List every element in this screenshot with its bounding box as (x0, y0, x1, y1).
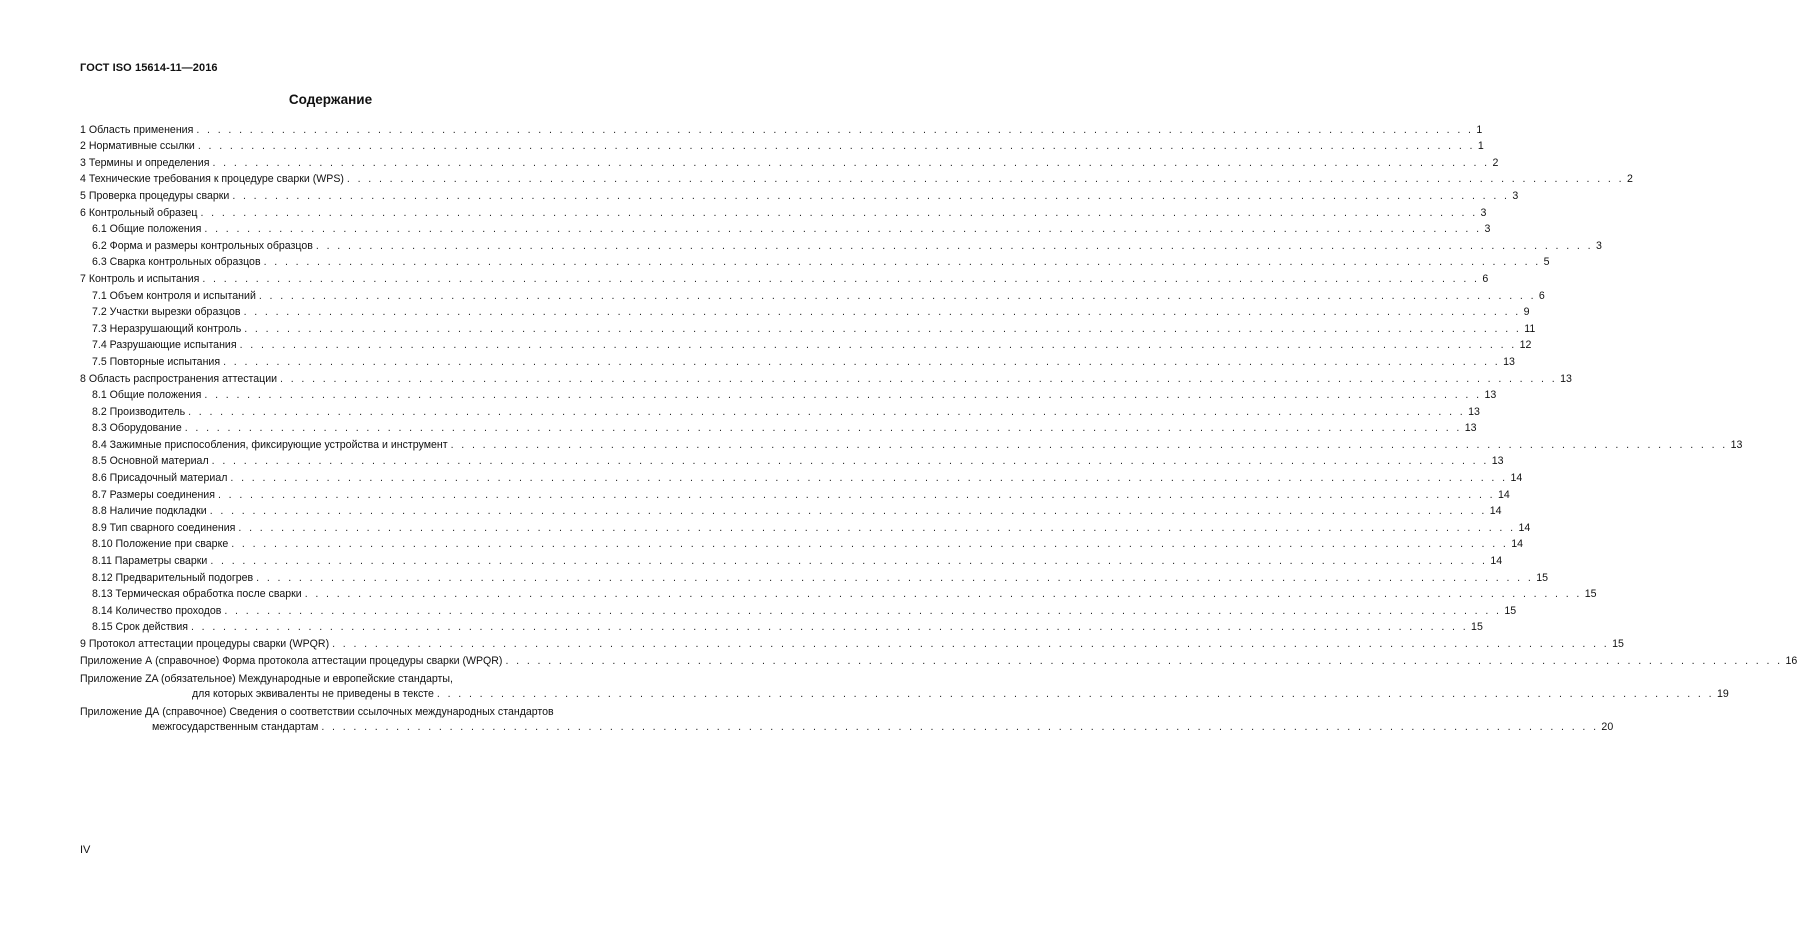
toc-entry[interactable] (80, 385, 1497, 402)
toc-entry-page: 1 (1477, 140, 1484, 153)
toc-leader-dots: . . . . . . . . . . . . . . . . . . . . . . . . . . . . . . . . . . . . . . . . . . . . . . . . . . . . . . . . . . . . . . . . . . . . . . . . . . . . . . . . . . . . . . . . . . . . . . . . . . . . . . . . . . . . . . . . . . . . . . . . (204, 389, 1482, 402)
toc-entry-label: 6.2 Форма и размеры контрольных образцов (92, 239, 313, 252)
toc-entry[interactable] (80, 318, 1536, 335)
toc-leader-dots: . . . . . . . . . . . . . . . . . . . . . . . . . . . . . . . . . . . . . . . . . . . . . . . . . . . . . . . . . . . . . . . . . . . . . . . . . . . . . . . . . . . . . . . . . . . . . . . . . . . . . . . . . . . . . . . . . . . . . . . . (211, 455, 1489, 468)
toc-entry[interactable] (80, 368, 1572, 385)
toc-title: Содержание (288, 92, 373, 107)
toc-entry[interactable] (80, 584, 1597, 601)
toc-leader-dots: . . . . . . . . . . . . . . . . . . . . . . . . . . . . . . . . . . . . . . . . . . . . . . . . . . . . . . . . . . . . . . . . . . . . . . . . . . . . . . . . . . . . . . . . . . . . . . . . . . . . . . . . . . . . . . . . . . . . . . . . (217, 488, 1495, 501)
toc-entry-label: 8.6 Присадочный материал (92, 472, 228, 485)
toc-leader-dots: . . . . . . . . . . . . . . . . . . . . . . . . . . . . . . . . . . . . . . . . . . . . . . . . . . . . . . . . . . . . . . . . . . . . . . . . . . . . . . . . . . . . . . . . . . . . . . . . . . . . . . . . . . . . . . . . . . . . . . . . (204, 223, 1482, 236)
toc-entry-label: 8.14 Количество проходов (92, 604, 222, 617)
toc-entry-page: 2 (1626, 173, 1633, 186)
toc-entry-page: 6 (1482, 272, 1489, 285)
toc-entry-label: 2 Нормативные ссылки (80, 140, 195, 153)
toc-entry[interactable] (80, 185, 1519, 202)
toc-entry-page: 14 (1518, 521, 1531, 534)
toc-entry-label: 8.7 Размеры соединения (92, 488, 215, 501)
toc-entry-page: 14 (1498, 488, 1510, 501)
toc-entry[interactable] (80, 484, 1510, 501)
toc-leader-dots: . . . . . . . . . . . . . . . . . . . . . . . . . . . . . . . . . . . . . . . . . . . . . . . . . . . . . . . . . . . . . . . . . . . . . . . . . . . . . . . . . . . . . . . . . . . . . . . . . . . . . . . . . . . . . . . . . . . . . . . . (184, 422, 1462, 435)
toc-entry-page: 5 (1543, 256, 1550, 269)
toc-entry[interactable] (80, 534, 1524, 551)
toc-entry-label: 8.5 Основной материал (92, 455, 209, 468)
toc-entry-page: 14 (1511, 538, 1524, 551)
toc-entry[interactable] (80, 418, 1477, 435)
toc-entry-label: 1 Область применения (80, 123, 194, 136)
toc-entry-page: 14 (1489, 505, 1502, 518)
toc-leader-dots: . . . . . . . . . . . . . . . . . . . . . . . . . . . . . . . . . . . . . . . . . . . . . . . . . . . . . . . . . . . . . . . . . . . . . . . . . . . . . . . . . . . . . . . . . . . . . . . . . . . . . . . . . . . . . . . . . . . . . . . . (212, 156, 1490, 169)
toc-entry[interactable] (80, 617, 1483, 634)
toc-entry-label: 8.9 Тип сварного соединения (92, 521, 236, 534)
toc-entry-label: 8.3 Оборудование (92, 422, 182, 435)
document-code: ГОСТ ISO 15614-11—2016 (80, 62, 218, 74)
toc-entry-label: 7 Контроль и испытания (80, 272, 200, 285)
toc-leader-dots: . . . . . . . . . . . . . . . . . . . . . . . . . . . . . . . . . . . . . . . . . . . . . . . . . . . . . . . . . . . . . . . . . . . . . . . . . . . . . . . . . . . . . . . . . . . . . . . . . . . . . . . . . . . . . . . . . . . . . . . . (191, 621, 1469, 634)
toc-leader-dots: . . . . . . . . . . . . . . . . . . . . . . . . . . . . . . . . . . . . . . . . . . . . . . . . . . . . . . . . . . . . . . . . . . . . . . . . . . . . . . . . . . . . . . . . . . . . . . . . . . . . . . . . . . . . . . . . . . . . . . . . (232, 189, 1510, 202)
toc-entry[interactable] (80, 136, 1484, 153)
toc-leader-dots: . . . . . . . . . . . . . . . . . . . . . . . . . . . . . . . . . . . . . . . . . . . . . . . . . . . . . . . . . . . . . . . . . . . . . . . . . . . . . . . . . . . . . . . . . . . . . . . . . . . . . . . . . . . . . . . . . . . . . . . . (197, 140, 1475, 153)
toc-entry-label: 3 Термины и определения (80, 156, 210, 169)
toc-leader-dots: . . . . . . . . . . . . . . . . . . . . . . . . . . . . . . . . . . . . . . . . . . . . . . . . . . . . . . . . . . . . . . . . . . . . . . . . . . . . . . . . . . . . . . . . . . . . . . . . . . . . . . . . . . . . . . . . . . . . . . . . (231, 538, 1509, 551)
toc-entry-page: 13 (1484, 389, 1497, 402)
toc-leader-dots: . . . . . . . . . . . . . . . . . . . . . . . . . . . . . . . . . . . . . . . . . . . . . . . . . . . . . . . . . . . . . . . . . . . . . . . . . . . . . . . . . . . . . . . . . . . . . . . . . . . . . . . . . . . . . . . . . . . . . . . . (258, 289, 1536, 302)
toc-entry[interactable] (80, 351, 1515, 368)
toc-leader-dots: . . . . . . . . . . . . . . . . . . . . . . . . . . . . . . . . . . . . . . . . . . . . . . . . . . . . . . . . . . . . . . . . . . . . . . . . . . . . . . . . . . . . . . . . . . . . . . . . . . . . . . . . . . . . . . . . . . . . . . . . (230, 472, 1508, 485)
toc-entry-page: 1 (1476, 123, 1483, 136)
toc-entry-label: Приложение А (справочное) Форма протокола аттестации процедуры сварки (WPQR) (80, 654, 503, 667)
toc-entry[interactable] (80, 633, 1624, 650)
toc-entry-page: 3 (1512, 189, 1519, 202)
toc-entry-label: 7.5 Повторные испытания (92, 355, 221, 368)
toc-entry-page: 15 (1504, 604, 1517, 617)
toc-leader-dots: . . . . . . . . . . . . . . . . . . . . . . . . . . . . . . . . . . . . . . . . . . . . . . . . . . . . . . . . . . . . . . . . . . . . . . . . . . . . . . . . . . . . . . . . . . . . . . . . . . . . . . . . . . . . . . . . . . . . . . . . (304, 588, 1582, 601)
toc-leader-dots: . . . . . . . . . . . . . . . . . . . . . . . . . . . . . . . . . . . . . . . . . . . . . . . . . . . . . . . . . . . . . . . . . . . . . . . . . . . . . . . . . . . . . . . . . . . . . . . . . . . . . . . . . . . . . . . . . . . . . . . . (263, 256, 1541, 269)
toc-leader-dots: . . . . . . . . . . . . . . . . . . . . . . . . . . . . . . . . . . . . . . . . . . . . . . . . . . . . . . . . . . . . . . . . . . . . . . . . . . . . . . . . . . . . . . . . . . . . . . . . . . . . . . . . . . . . . . . . . . . . . . . . (436, 687, 1714, 700)
page-number: IV (80, 844, 91, 856)
table-of-contents (80, 119, 1797, 733)
toc-entry[interactable] (80, 152, 1499, 169)
toc-entry-page: 14 (1510, 472, 1523, 485)
toc-entry-label: 5 Проверка процедуры сварки (80, 189, 230, 202)
toc-entry-label: 8 Область распространения аттестации (80, 372, 278, 385)
toc-entry-label: 7.4 Разрушающие испытания (92, 339, 237, 352)
toc-entry-page: 14 (1490, 555, 1503, 568)
toc-entry-label: 6.1 Общие положения (92, 223, 202, 236)
toc-entry[interactable] (80, 550, 1503, 568)
toc-entry-label: 6 Контрольный образец (80, 206, 198, 219)
toc-entry[interactable] (80, 119, 1483, 136)
toc-entry[interactable] (80, 501, 1502, 518)
toc-entry-page: 12 (1519, 339, 1532, 352)
toc-entry[interactable] (80, 451, 1504, 468)
toc-entry-label: 8.4 Зажимные приспособления, фиксирующие устройства и инструмент (92, 438, 448, 451)
toc-entry-label: 8.12 Предварительный подогрев (92, 571, 254, 584)
toc-entry-page: 20 (1601, 720, 1614, 733)
toc-leader-dots: . . . . . . . . . . . . . . . . . . . . . . . . . . . . . . . . . . . . . . . . . . . . . . . . . . . . . . . . . . . . . . . . . . . . . . . . . . . . . . . . . . . . . . . . . . . . . . . . . . . . . . . . . . . . . . . . . . . . . . . . (256, 571, 1534, 584)
toc-entry-page: 19 (1716, 687, 1729, 700)
toc-entry[interactable] (80, 650, 1797, 667)
toc-entry[interactable] (80, 202, 1487, 219)
toc-entry-label: 7.3 Неразрушающий контроль (92, 322, 242, 335)
toc-entry-label: 8.10 Положение при сварке (92, 538, 229, 551)
toc-entry[interactable] (80, 285, 1545, 302)
toc-leader-dots: . . . . . . . . . . . . . . . . . . . . . . . . . . . . . . . . . . . . . . . . . . . . . . . . . . . . . . . . . . . . . . . . . . . . . . . . . . . . . . . . . . . . . . . . . . . . . . . . . . . . . . . . . . . . . . . . . . . . . . . . (238, 521, 1516, 534)
toc-entry-label: 8.8 Наличие подкладки (92, 505, 207, 518)
toc-entry-page: 13 (1503, 355, 1515, 368)
toc-entry-label: 8.15 Срок действия (92, 621, 188, 634)
toc-leader-dots: . . . . . . . . . . . . . . . . . . . . . . . . . . . . . . . . . . . . . . . . . . . . . . . . . . . . . . . . . . . . . . . . . . . . . . . . . . . . . . . . . . . . . . . . . . . . . . . . . . . . . . . . . . . . . . . . . . . . . . . . (280, 372, 1558, 385)
toc-entry[interactable] (80, 434, 1743, 451)
toc-leader-dots: . . . . . . . . . . . . . . . . . . . . . . . . . . . . . . . . . . . . . . . . . . . . . . . . . . . . . . . . . . . . . . . . . . . . . . . . . . . . . . . . . . . . . . . . . . . . . . . . . . . . . . . . . . . . . . . . . . . . . . . . (188, 405, 1466, 418)
toc-entry[interactable] (80, 600, 1517, 617)
toc-entry[interactable] (80, 169, 1633, 186)
toc-entry-page: 13 (1464, 422, 1477, 435)
toc-entry[interactable] (80, 567, 1549, 584)
toc-entry-label: 7.1 Объем контроля и испытаний (92, 289, 256, 302)
toc-entry-page: 6 (1538, 289, 1545, 302)
toc-entry-page: 13 (1468, 405, 1480, 418)
toc-entry-label: 8.13 Термическая обработка после сварки (92, 588, 302, 601)
toc-entry-page: 2 (1492, 156, 1499, 169)
toc-leader-dots: . . . . . . . . . . . . . . . . . . . . . . . . . . . . . . . . . . . . . . . . . . . . . . . . . . . . . . . . . . . . . . . . . . . . . . . . . . . . . . . . . . . . . . . . . . . . . . . . . . . . . . . . . . . . . . . . . . . . . . . . (244, 322, 1522, 335)
toc-annex-title: Приложение ZA (обязательное) Международные и европейские стандарты, (80, 672, 453, 685)
toc-leader-dots: . . . . . . . . . . . . . . . . . . . . . . . . . . . . . . . . . . . . . . . . . . . . . . . . . . . . . . . . . . . . . . . . . . . . . . . . . . . . . . . . . . . . . . . . . . . . . . . . . . . . . . . . . . . . . . . . . . . . . . . . (321, 720, 1599, 733)
toc-entry-page: 13 (1560, 372, 1572, 385)
toc-entry-page: 11 (1524, 322, 1536, 335)
toc-entry[interactable] (80, 335, 1532, 352)
toc-leader-dots: . . . . . . . . . . . . . . . . . . . . . . . . . . . . . . . . . . . . . . . . . . . . . . . . . . . . . . . . . . . . . . . . . . . . . . . . . . . . . . . . . . . . . . . . . . . . . . . . . . . . . . . . . . . . . . . . . . . . . . . . (210, 555, 1488, 568)
toc-leader-dots: . . . . . . . . . . . . . . . . . . . . . . . . . . . . . . . . . . . . . . . . . . . . . . . . . . . . . . . . . . . . . . . . . . . . . . . . . . . . . . . . . . . . . . . . . . . . . . . . . . . . . . . . . . . . . . . . . . . . . . . . (196, 123, 1474, 136)
toc-leader-dots: . . . . . . . . . . . . . . . . . . . . . . . . . . . . . . . . . . . . . . . . . . . . . . . . . . . . . . . . . . . . . . . . . . . . . . . . . . . . . . . . . . . . . . . . . . . . . . . . . . . . . . . . . . . . . . . . . . . . . . . . (450, 438, 1728, 451)
toc-entry[interactable] (80, 467, 1523, 485)
toc-leader-dots: . . . . . . . . . . . . . . . . . . . . . . . . . . . . . . . . . . . . . . . . . . . . . . . . . . . . . . . . . . . . . . . . . . . . . . . . . . . . . . . . . . . . . . . . . . . . . . . . . . . . . . . . . . . . . . . . . . . . . . . . (346, 173, 1624, 186)
toc-leader-dots: . . . . . . . . . . . . . . . . . . . . . . . . . . . . . . . . . . . . . . . . . . . . . . . . . . . . . . . . . . . . . . . . . . . . . . . . . . . . . . . . . . . . . . . . . . . . . . . . . . . . . . . . . . . . . . . . . . . . . . . . (243, 306, 1521, 319)
toc-leader-dots: . . . . . . . . . . . . . . . . . . . . . . . . . . . . . . . . . . . . . . . . . . . . . . . . . . . . . . . . . . . . . . . . . . . . . . . . . . . . . . . . . . . . . . . . . . . . . . . . . . . . . . . . . . . . . . . . . . . . . . . . (224, 604, 1502, 617)
toc-annex-entry[interactable] (80, 703, 1614, 733)
toc-annex-subtitle: межгосударственным стандартам (152, 720, 319, 733)
toc-entry[interactable] (80, 219, 1491, 236)
toc-entry-label: 8.2 Производитель (92, 405, 186, 418)
toc-entry[interactable] (80, 401, 1480, 418)
toc-entry[interactable] (80, 235, 1602, 252)
toc-entry-page: 9 (1523, 306, 1530, 319)
toc-entry-label: 8.11 Параметры сварки (92, 555, 208, 568)
toc-entry-label: 7.2 Участки вырезки образцов (92, 306, 241, 319)
toc-entry-page: 3 (1480, 206, 1487, 219)
toc-entry-page: 13 (1491, 455, 1504, 468)
toc-entry-label: 8.1 Общие положения (92, 389, 202, 402)
toc-entry[interactable] (80, 302, 1530, 319)
toc-entry-page: 3 (1595, 239, 1602, 252)
toc-entry-page: 15 (1471, 621, 1483, 634)
toc-leader-dots: . . . . . . . . . . . . . . . . . . . . . . . . . . . . . . . . . . . . . . . . . . . . . . . . . . . . . . . . . . . . . . . . . . . . . . . . . . . . . . . . . . . . . . . . . . . . . . . . . . . . . . . . . . . . . . . . . . . . . . . . (223, 355, 1501, 368)
toc-leader-dots: . . . . . . . . . . . . . . . . . . . . . . . . . . . . . . . . . . . . . . . . . . . . . . . . . . . . . . . . . . . . . . . . . . . . . . . . . . . . . . . . . . . . . . . . . . . . . . . . . . . . . . . . . . . . . . . . . . . . . . . . (332, 638, 1610, 650)
toc-entry-page: 3 (1484, 223, 1491, 236)
toc-annex-entry[interactable] (80, 670, 1729, 700)
toc-leader-dots: . . . . . . . . . . . . . . . . . . . . . . . . . . . . . . . . . . . . . . . . . . . . . . . . . . . . . . . . . . . . . . . . . . . . . . . . . . . . . . . . . . . . . . . . . . . . . . . . . . . . . . . . . . . . . . . . . . . . . . . . (239, 339, 1517, 352)
toc-entry-label: 4 Технические требования к процедуре сварки (WPS) (80, 173, 344, 186)
toc-leader-dots: . . . . . . . . . . . . . . . . . . . . . . . . . . . . . . . . . . . . . . . . . . . . . . . . . . . . . . . . . . . . . . . . . . . . . . . . . . . . . . . . . . . . . . . . . . . . . . . . . . . . . . . . . . . . . . . . . . . . . . . . (315, 239, 1593, 252)
toc-entry[interactable] (80, 517, 1531, 534)
toc-entry-page: 15 (1536, 571, 1549, 584)
toc-entry[interactable] (80, 252, 1550, 269)
toc-entry-page: 15 (1584, 588, 1597, 601)
toc-leader-dots: . . . . . . . . . . . . . . . . . . . . . . . . . . . . . . . . . . . . . . . . . . . . . . . . . . . . . . . . . . . . . . . . . . . . . . . . . . . . . . . . . . . . . . . . . . . . . . . . . . . . . . . . . . . . . . . . . . . . . . . . (202, 272, 1480, 285)
toc-leader-dots: . . . . . . . . . . . . . . . . . . . . . . . . . . . . . . . . . . . . . . . . . . . . . . . . . . . . . . . . . . . . . . . . . . . . . . . . . . . . . . . . . . . . . . . . . . . . . . . . . . . . . . . . . . . . . . . . . . . . . . . . (209, 505, 1487, 518)
toc-leader-dots: . . . . . . . . . . . . . . . . . . . . . . . . . . . . . . . . . . . . . . . . . . . . . . . . . . . . . . . . . . . . . . . . . . . . . . . . . . . . . . . . . . . . . . . . . . . . . . . . . . . . . . . . . . . . . . . . . . . . . . . . (200, 206, 1478, 219)
toc-entry[interactable] (80, 268, 1489, 285)
toc-entry-label: 9 Протокол аттестации процедуры сварки (WPQR) (80, 638, 330, 650)
toc-annex-subtitle: для которых эквиваленты не приведены в тексте (192, 687, 434, 700)
toc-entry-page: 15 (1612, 638, 1624, 650)
toc-entry-page: 13 (1730, 438, 1743, 451)
toc-annex-title: Приложение ДА (справочное) Сведения о соответствии ссылочных международных стандартов (80, 705, 554, 718)
toc-entry-label: 6.3 Сварка контрольных образцов (92, 256, 261, 269)
toc-entry-page: 16 (1785, 654, 1797, 667)
toc-leader-dots: . . . . . . . . . . . . . . . . . . . . . . . . . . . . . . . . . . . . . . . . . . . . . . . . . . . . . . . . . . . . . . . . . . . . . . . . . . . . . . . . . . . . . . . . . . . . . . . . . . . . . . . . . . . . . . . . . . . . . . . . (505, 654, 1783, 667)
